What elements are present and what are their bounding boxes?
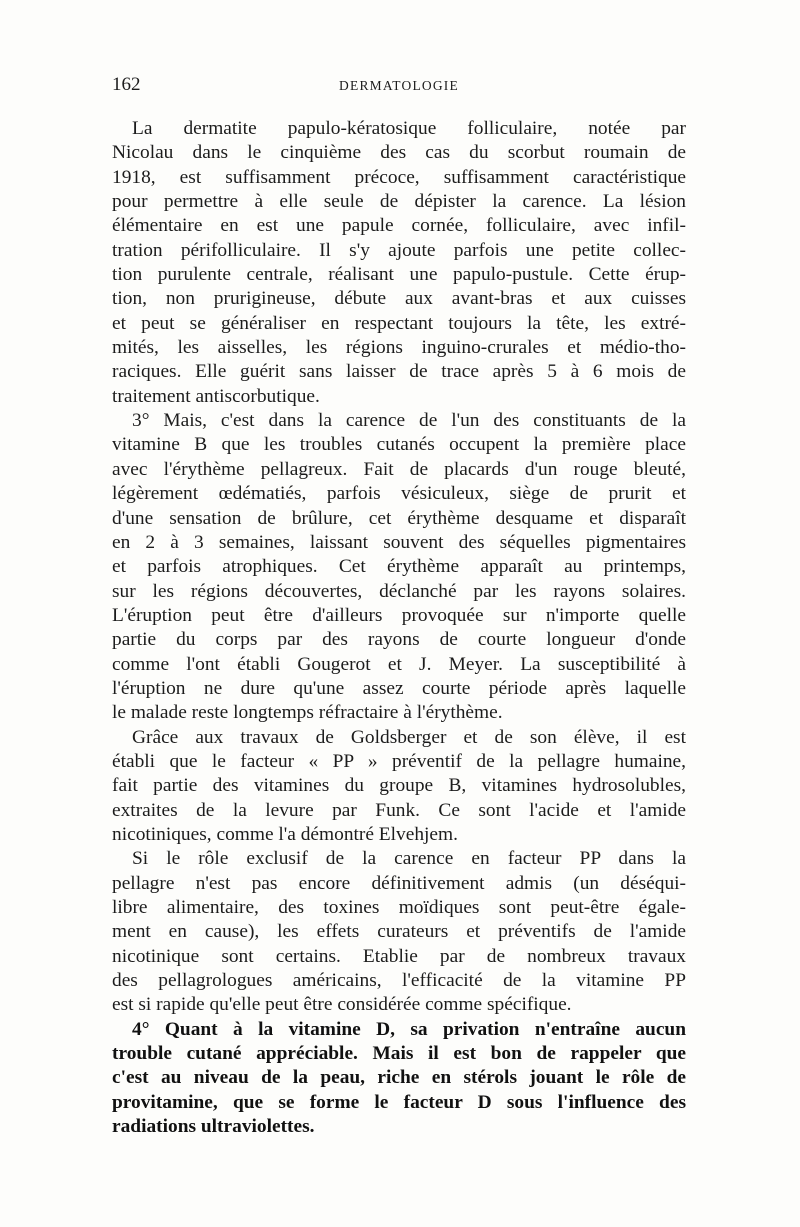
text-line: l'éruption ne dure qu'une assez courte période après laquelle bbox=[112, 677, 686, 699]
text-line: traitement antiscorbutique. bbox=[112, 385, 320, 407]
text-line: 3° Mais, c'est dans la carence de l'un des constituants de la bbox=[132, 410, 686, 432]
text-line: des pellagrologues américains, l'efficacité de la vitamine PP bbox=[112, 970, 686, 992]
text-line: pellagre n'est pas encore définitivement admis (un déséqui- bbox=[112, 872, 686, 894]
text-line: et peut se généraliser en respectant toujours la tête, les extré- bbox=[112, 312, 686, 334]
text-line: sur les régions découvertes, déclanché par les rayons solaires. bbox=[112, 580, 686, 602]
text-line: d'une sensation de brûlure, cet érythème desquame et disparaît bbox=[112, 507, 686, 529]
text-line: trouble cutané appréciable. Mais il est bon de rappeler que bbox=[112, 1043, 686, 1065]
text-line: nicotiniques, comme l'a démontré Elvehjem. bbox=[112, 823, 458, 845]
text-line: comme l'ont établi Gougerot et J. Meyer. La susceptibilité à bbox=[112, 653, 686, 675]
text-line: en 2 à 3 semaines, laissant souvent des séquelles pigmentaires bbox=[112, 531, 686, 553]
text-line: La dermatite papulo-kératosique folliculaire, notée par bbox=[132, 118, 686, 139]
text-line: Grâce aux travaux de Goldsberger et de son élève, il est bbox=[132, 726, 686, 748]
text-line: 4° Quant à la vitamine D, sa privation n'entraîne aucun bbox=[132, 1018, 686, 1040]
text-line: libre alimentaire, des toxines moïdiques sont peut-être égale- bbox=[112, 897, 686, 918]
text-line: légèrement œdématiés, parfois vésiculeux, siège de prurit et bbox=[112, 483, 686, 505]
text-line: fait partie des vitamines du groupe B, vitamines hydrosolubles, bbox=[112, 775, 686, 797]
running-title: DERMATOLOGIE bbox=[339, 78, 459, 93]
text-line: tion, non prurigineuse, débute aux avant-bras et aux cuisses bbox=[112, 288, 686, 310]
paragraph-facteur-pp bbox=[112, 726, 686, 848]
text-line: mités, les aisselles, les régions inguino-crurales et médio-tho- bbox=[112, 337, 686, 359]
text-line: Si le rôle exclusif de la carence en facteur PP dans la bbox=[132, 848, 686, 870]
text-line: et parfois atrophiques. Cet érythème apparaît au printemps, bbox=[112, 556, 686, 578]
text-line: raciques. Elle guérit sans laisser de trace après 5 à 6 mois de bbox=[112, 361, 686, 383]
paragraph-vitamine-d bbox=[112, 1018, 686, 1140]
text-line: Nicolau dans le cinquième des cas du scorbut roumain de bbox=[112, 142, 686, 164]
text-line: provitamine, que se forme le facteur D sous l'influence des bbox=[112, 1091, 686, 1113]
text-line: est si rapide qu'elle peut être considérée comme spécifique. bbox=[112, 994, 572, 1016]
text-line: c'est au niveau de la peau, riche en stérols jouant le rôle de bbox=[112, 1067, 686, 1089]
text-line: le malade reste longtemps réfractaire à l'érythème. bbox=[112, 702, 503, 724]
body-text bbox=[112, 117, 686, 1139]
paragraph-carence-pp bbox=[112, 847, 686, 1017]
text-line: partie du corps par des rayons de courte longueur d'onde bbox=[112, 629, 686, 651]
text-line: tration périfolliculaire. Il s'y ajoute parfois une petite collec- bbox=[112, 239, 686, 261]
page-number: 162 bbox=[112, 74, 141, 95]
text-line: ment en cause), les effets curateurs et préventifs de l'amide bbox=[112, 921, 686, 943]
page-header bbox=[112, 74, 686, 102]
text-line: pour permettre à elle seule de dépister la carence. La lésion bbox=[112, 191, 686, 213]
text-line: vitamine B que les troubles cutanés occupent la première place bbox=[112, 434, 686, 456]
text-line: radiations ultraviolettes. bbox=[112, 1116, 315, 1138]
text-line: 1918, est suffisamment précoce, suffisamment caractéristique bbox=[112, 166, 686, 188]
text-line: extraites de la levure par Funk. Ce sont l'acide et l'amide bbox=[112, 799, 686, 821]
text-line: élémentaire en est une papule cornée, folliculaire, avec infil- bbox=[112, 215, 686, 237]
text-line: avec l'érythème pellagreux. Fait de placards d'un rouge bleuté, bbox=[112, 458, 686, 480]
text-line: tion purulente centrale, réalisant une papulo-pustule. Cette érup- bbox=[112, 264, 686, 286]
text-line: L'éruption peut être d'ailleurs provoquée sur n'importe quelle bbox=[112, 604, 686, 626]
paragraph-dermatite bbox=[112, 117, 686, 409]
paragraph-vitamine-b bbox=[112, 409, 686, 725]
text-line: nicotinique sont certains. Etablie par de nombreux travaux bbox=[112, 945, 686, 967]
text-line: établi que le facteur « PP » préventif de la pellagre humaine, bbox=[112, 750, 686, 772]
